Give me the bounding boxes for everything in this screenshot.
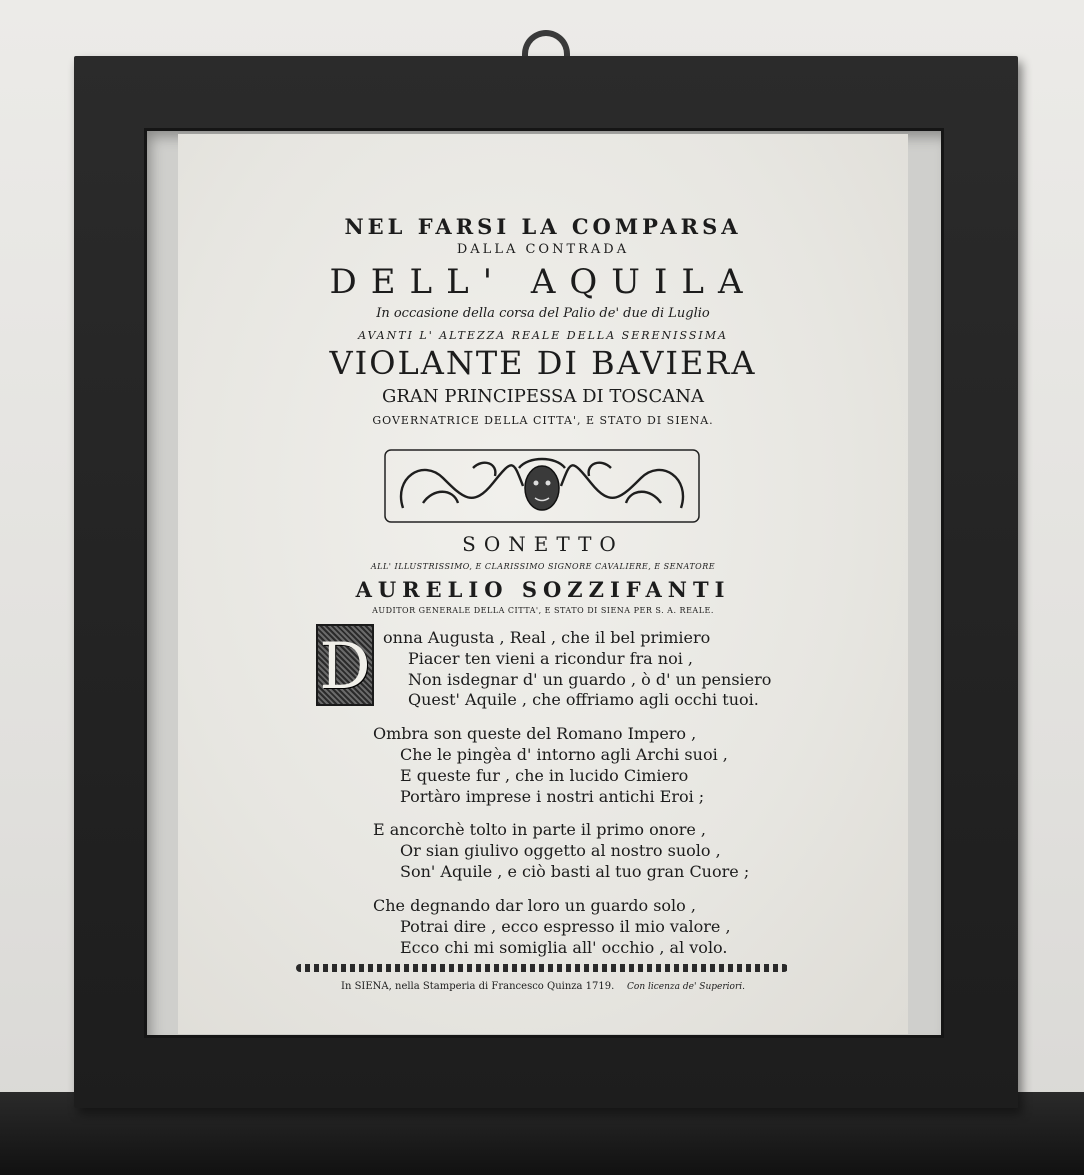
verse-line: E ancorchè tolto in parte il primo onore , <box>373 820 706 839</box>
verse-line: Non isdegnar d' un guardo , ò d' un pensiero <box>408 670 772 689</box>
verse-line: Or sian giulivo oggetto al nostro suolo , <box>400 841 721 860</box>
ornamental-rule <box>296 964 788 972</box>
dedicatee-title: AUDITOR GENERALE DELLA CITTA', E STATO DI SIENA PER S. A. REALE. <box>372 606 714 615</box>
drop-cap-letter: D <box>319 630 371 704</box>
verse-line: E queste fur , che in lucido Cimiero <box>400 766 689 785</box>
verse-line: Che degnando dar loro un guardo solo , <box>373 896 696 915</box>
picture-frame <box>74 56 1018 1108</box>
dedication-line: ALL' ILLUSTRISSIMO, E CLARISSIMO SIGNORE CAVALIERE, E SENATORE <box>370 562 716 571</box>
dedicatee-name: AURELIO SOZZIFANTI <box>355 577 731 602</box>
printed-broadside <box>178 134 908 1034</box>
verse-line: Che le pingèa d' intorno agli Archi suoi , <box>400 745 728 764</box>
verse-line: Ecco chi mi somiglia all' occhio , al volo. <box>400 938 728 957</box>
heading-line-6: VIOLANTE DI BAVIERA <box>329 344 757 382</box>
heading-line-4: In occasione della corsa del Palio de' due di Luglio <box>376 306 710 321</box>
verse-line: Ombra son queste del Romano Impero , <box>373 724 697 743</box>
heading-line-3: DELL' AQUILA <box>329 262 757 302</box>
verse-line: Potrai dire , ecco espresso il mio valore , <box>400 917 731 936</box>
verse-line: Son' Aquile , e ciò basti al tuo gran Cuore ; <box>400 862 750 881</box>
illuminated-drop-cap <box>316 624 374 706</box>
verse-line: Piacer ten vieni a ricondur fra noi , <box>408 649 693 668</box>
heading-line-8: GOVERNATRICE DELLA CITTA', E STATO DI SIENA. <box>372 414 714 427</box>
sonnet-title: SONETTO <box>462 532 624 556</box>
verse-line: Portàro imprese i nostri antichi Eroi ; <box>400 787 705 806</box>
heading-line-7: GRAN PRINCIPESSA DI TOSCANA <box>381 386 704 407</box>
heading-line-2: DALLA CONTRADA <box>456 242 630 257</box>
ornamental-headpiece-icon <box>383 448 701 524</box>
frame-opening <box>144 128 944 1038</box>
heading-line-5: AVANTI L' ALTEZZA REALE DELLA SERENISSIMA <box>358 329 728 342</box>
verse-line: onna Augusta , Real , che il bel primiero <box>383 628 711 647</box>
heading-line-1: NEL FARSI LA COMPARSA <box>344 214 742 239</box>
verse-line: Quest' Aquile , che offriamo agli occhi tuoi. <box>408 690 759 709</box>
imprint-line <box>178 981 908 992</box>
imprint-text: In SIENA, nella Stamperia di Francesco Quinza 1719. <box>341 981 615 992</box>
license-text: Con licenza de' Superiori. <box>627 982 745 992</box>
